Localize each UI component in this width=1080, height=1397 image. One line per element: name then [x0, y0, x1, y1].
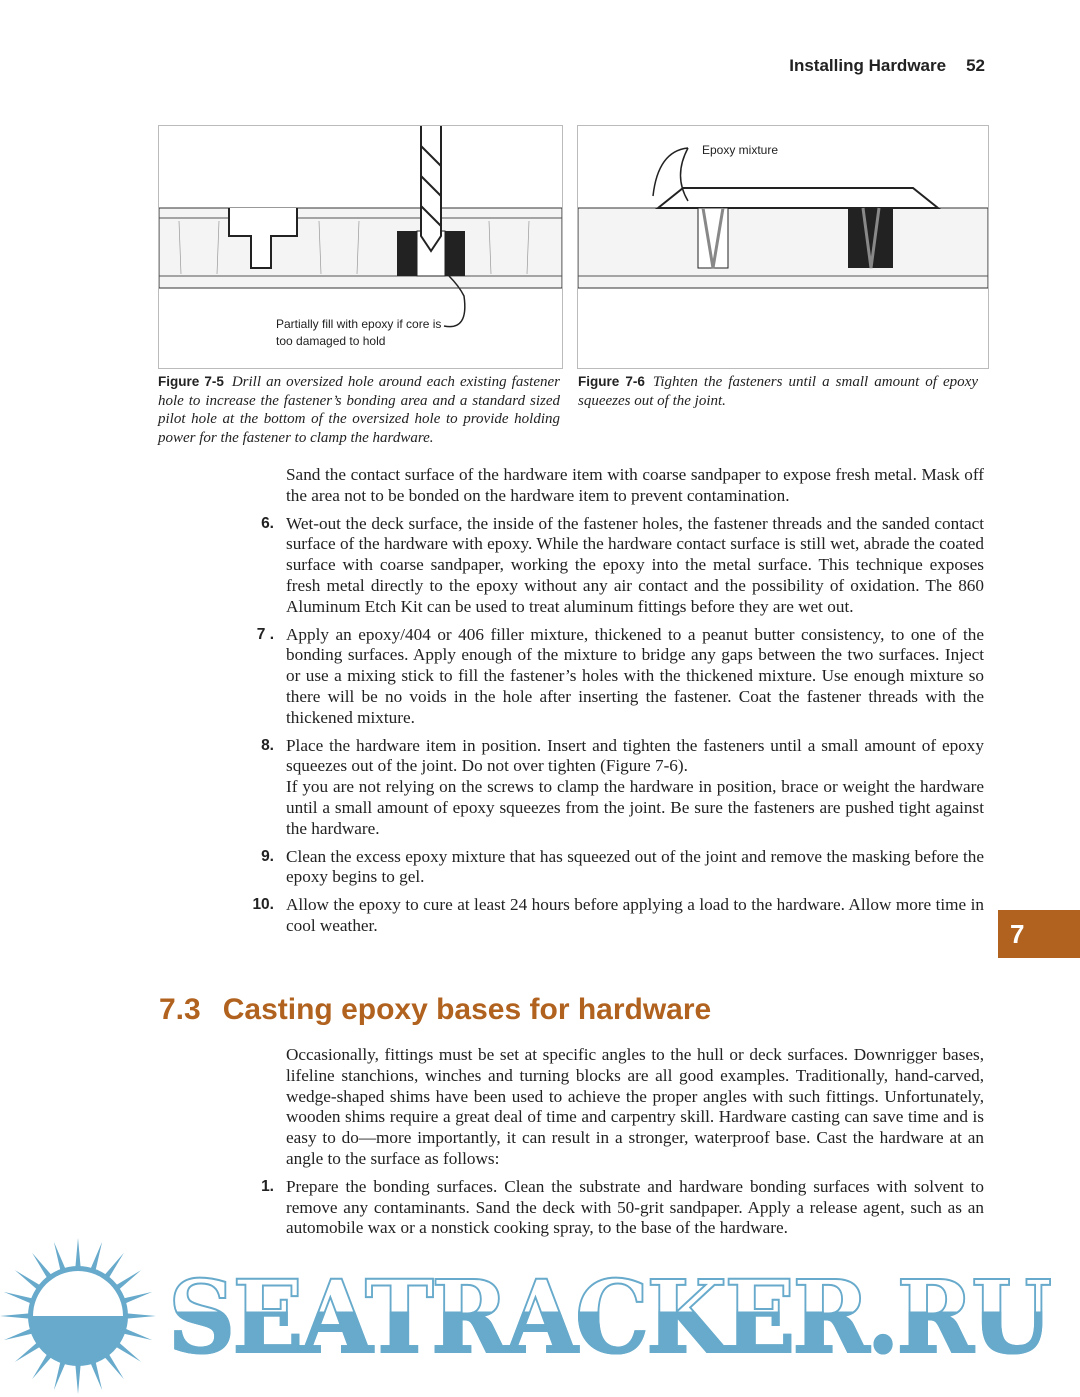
figure-7-5-illustration [158, 125, 563, 369]
figure-7-6-illustration [577, 125, 989, 369]
paragraph: Occasionally, fittings must be set at specific angles to the hull or deck surfaces. Downrigger bases, lifeline stanchions, winches and turning blocks are all good examples. Traditionally, hand-carved, wedge-shaped shims have been used to achieve the proper angles with such fittings. Unfortunately, wooden shims require a great deal of time and carpentry skill. Hardware casting can save time and is easy to do—more importantly, it can result in a stronger, waterproof base. Cast the hardware at an angle to the surface as follows: [286, 1045, 984, 1168]
figure-7-5-caption [158, 373, 560, 447]
paragraph: Sand the contact surface of the hardware item with coarse sandpaper to expose fresh metal. Mask off the area not to be bonded on the hardware item to prevent contamination. [286, 465, 984, 505]
running-header [789, 56, 985, 76]
figure-7-5-callout: Partially fill with epoxy if core is too damaged to hold [276, 317, 442, 348]
list-item: 8. Place the hardware item in position. Insert and tighten the fasteners until a small amount of epoxy squeezes out of the joint. Do not over tighten (Figure 7-6). If you are not relying on the screws to clamp the hardware in position, brace or weight the hardware until a small amount of epoxy squeezes from the joint. Be sure the fasteners are pushed tight against the hardware. [261, 735, 984, 838]
watermark-text: SEATRACKER.RU [168, 1258, 1050, 1376]
section-heading: 7.3 Casting epoxy bases for hardware [159, 993, 712, 1026]
list-item: 1. Prepare the bonding surfaces. Clean the substrate and hardware bonding surfaces with solvent to remove any contaminants. Sand the deck with 50-grit sandpaper. Apply a release agent, such as an automobile wax or a nonstick cooking spray, to the base of the hardware. [261, 1176, 984, 1238]
chapter-tab: 7 [998, 910, 1080, 958]
fastener-epoxy-drawing [578, 126, 988, 368]
figure-7-6-callout: Epoxy mixture [702, 143, 779, 157]
list-item: 6. Wet-out the deck surface, the inside of the fastener holes, the fastener threads and the sanded contact surface of the hardware with epoxy. While the hardware contact surface is still wet, abrade the coated surface with coarse sandpaper, working the epoxy into the metal surface. This technique exposes fresh metal directly to the epoxy without any air contact and the possibility of oxidation. The 860 Aluminum Etch Kit can be used to treat aluminum fittings before they are wet out. [261, 513, 984, 616]
list-item: 7 . Apply an epoxy/404 or 406 filler mixture, thickened to a peanut butter consistency, to one of the bonding surfaces. Apply enough of the mixture to bridge any gaps between the two surfaces. Inject or use a mixing stick to fill the fastener’s holes with the thickened mixture. Use enough mixture so there will be no voids in the hole after inserting the fastener. Coat the fastener threads with the thickened mixture. [256, 624, 984, 727]
list-item: 9. Clean the excess epoxy mixture that has squeezed out of the joint and remove the masking before the epoxy begins to gel. [261, 846, 984, 887]
figure-label: Figure 7-5 [158, 374, 224, 389]
figure-7-6-caption [578, 373, 978, 410]
steps-list [252, 465, 984, 944]
list-item: 10. Allow the epoxy to cure at least 24 hours before applying a load to the hardware. Allow more time in cool weather. [252, 895, 984, 935]
page-number: 52 [966, 56, 985, 75]
header-title: Installing Hardware [789, 56, 947, 75]
figure-label: Figure 7-6 [578, 374, 645, 389]
section-body [261, 1045, 984, 1246]
caption-text: Drill an oversized hole around each existing fastener hole to increase the fastener’s bonding area and a standard sized pilot hole at the bottom of the oversized hole to provide holding power for the fastener to clamp the hardware. [158, 374, 560, 446]
caption-text: Tighten the fasteners until a small amount of epoxy squeezes out of the joint. [578, 374, 979, 409]
